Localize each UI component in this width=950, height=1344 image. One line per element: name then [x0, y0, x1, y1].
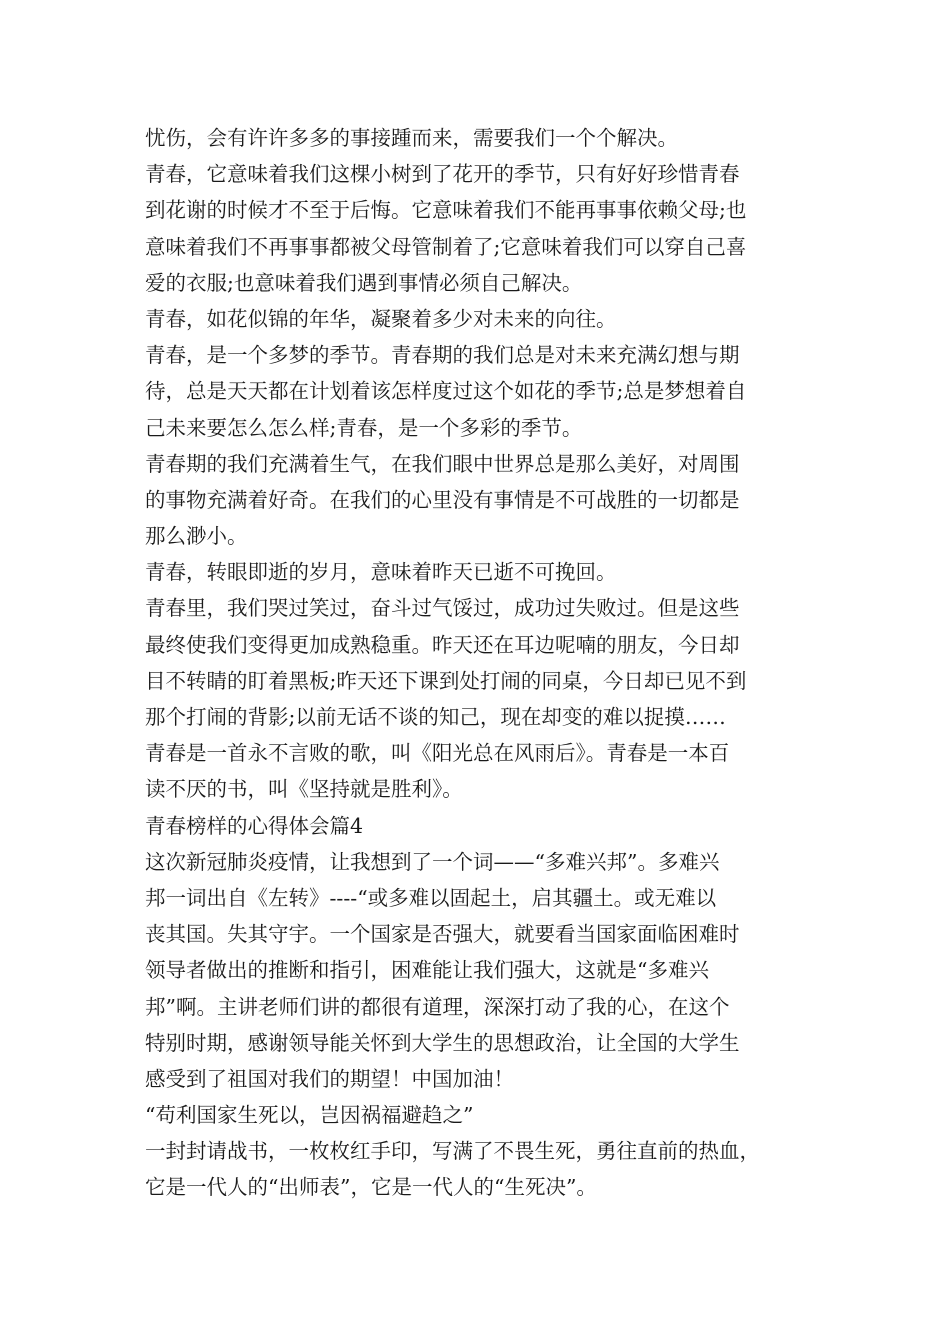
text-line: 青春里，我们哭过笑过，奋斗过气馁过，成功过失败过。但是这些	[145, 596, 740, 621]
text-line: 它是一代人的“出师表”，它是一代人的“生死决”。	[145, 1175, 597, 1200]
quote-line: “苟利国家生死以，岂因祸福避趋之”	[145, 1103, 474, 1128]
text-line: 青春期的我们充满着生气，在我们眼中世界总是那么美好，对周围	[145, 451, 740, 476]
text-line: 意味着我们不再事事都被父母管制着了;它意味着我们可以穿自己喜	[145, 234, 747, 259]
text-line: 读不厌的书，叫《坚持就是胜利》。	[145, 777, 463, 802]
text-line: 这次新冠肺炎疫情，让我想到了一个词——“多难兴邦”。多难兴	[145, 849, 720, 874]
text-line: 忧伤，会有许许多多的事接踵而来，需要我们一个个解决。	[145, 126, 678, 150]
text-line: 邦”啊。主讲老师们讲的都很有道理，深深打动了我的心，在这个	[145, 994, 730, 1019]
text-line: 的事物充满着好奇。在我们的心里没有事情是不可战胜的一切都是	[145, 487, 740, 512]
text-line: 目不转睛的盯着黑板;昨天还下课到处打闹的同桌，今日却已见不到	[145, 668, 747, 693]
text-line: 青春，是一个多梦的季节。青春期的我们总是对未来充满幻想与期	[145, 343, 740, 368]
text-line: 爱的衣服;也意味着我们遇到事情必须自己解决。	[145, 270, 583, 295]
text-line: 待，总是天天都在计划着该怎样度过这个如花的季节;总是梦想着自	[145, 379, 747, 404]
text-line: 那么渺小。	[145, 524, 248, 549]
text-line: 青春是一首永不言败的歌，叫《阳光总在风雨后》。青春是一本百	[145, 741, 730, 766]
document-page	[145, 120, 815, 1206]
text-line: 一封封请战书，一枚枚红手印，写满了不畏生死，勇往直前的热血，	[145, 1139, 760, 1164]
text-line: 己未来要怎么怎么样;青春，是一个多彩的季节。	[145, 415, 583, 440]
text-line: 丧其国。失其守宇。一个国家是否强大，就要看当国家面临困难时	[145, 922, 740, 947]
text-line: 特别时期，感谢领导能关怀到大学生的思想政治，让全国的大学生	[145, 1030, 740, 1055]
section-heading: 青春榜样的心得体会篇4	[145, 813, 364, 838]
text-line: 领导者做出的推断和指引，困难能让我们强大，这就是“多难兴	[145, 958, 709, 983]
text-line: 那个打闹的背影;以前无话不谈的知己，现在却变的难以捉摸……	[145, 705, 726, 729]
text-line: 感受到了祖国对我们的期望！中国加油！	[145, 1066, 514, 1091]
text-line: 青春，它意味着我们这棵小树到了花开的季节，只有好好珍惜青春	[145, 162, 740, 187]
text-line: 最终使我们变得更加成熟稳重。昨天还在耳边呢喃的朋友，今日却	[145, 632, 740, 657]
text-line: 青春，转眼即逝的岁月，意味着昨天已逝不可挽回。	[145, 560, 617, 585]
text-line: 青春，如花似锦的年华，凝聚着多少对未来的向往。	[145, 306, 617, 331]
text-line: 邦一词出自《左转》----“或多难以固起土，启其疆土。或无难以	[145, 885, 717, 910]
text-line: 到花谢的时候才不至于后悔。它意味着我们不能再事事依赖父母;也	[145, 198, 747, 223]
